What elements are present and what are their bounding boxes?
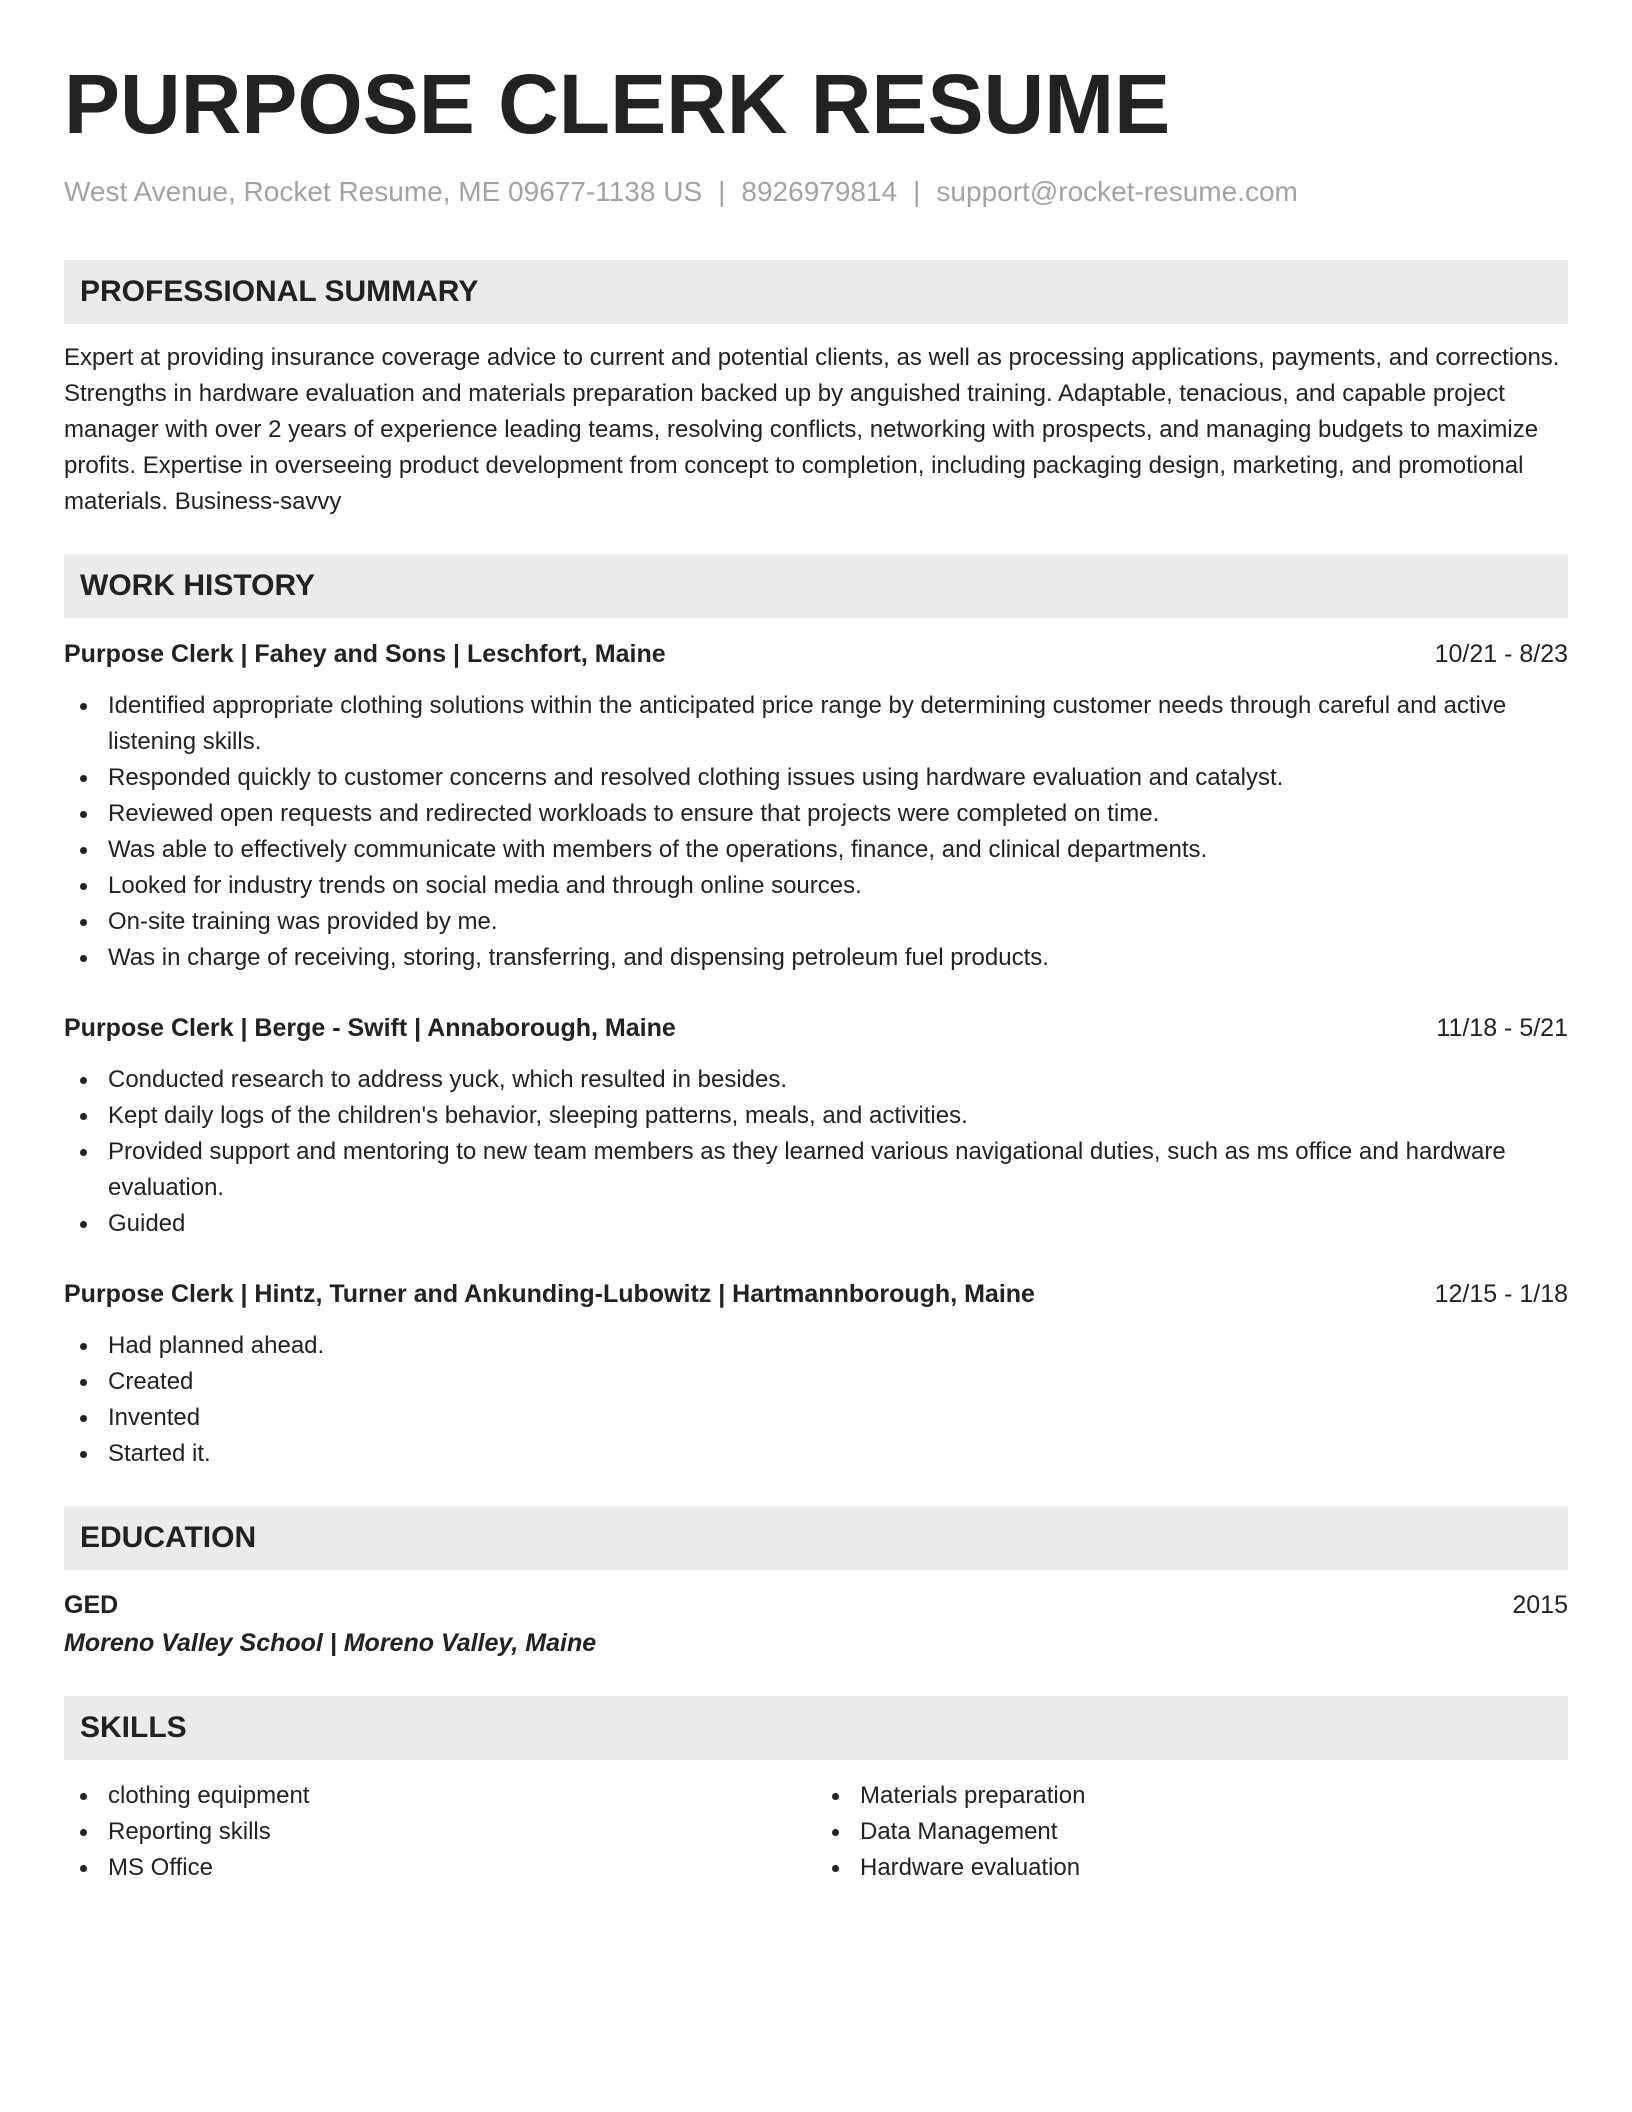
skill-item: MS Office — [64, 1850, 816, 1886]
contact-line — [64, 174, 1568, 210]
summary-heading: PROFESSIONAL SUMMARY — [64, 260, 1568, 324]
job-dates: 12/15 - 1/18 — [1434, 1280, 1568, 1308]
job-header — [64, 636, 1568, 672]
job-bullets — [64, 688, 1568, 976]
job-header — [64, 1276, 1568, 1312]
job-bullet: Was in charge of receiving, storing, transferring, and dispensing petroleum fuel products. — [64, 940, 1568, 976]
job-bullets — [64, 1328, 1568, 1472]
job-title: Purpose Clerk | Hintz, Turner and Ankunding-Lubowitz | Hartmannborough, Maine — [64, 1280, 1035, 1308]
job-bullet: Guided — [64, 1206, 1568, 1242]
job-bullet: Identified appropriate clothing solutions within the anticipated price range by determining customer needs through careful and active listening skills. — [64, 688, 1568, 760]
job-bullet: Started it. — [64, 1436, 1568, 1472]
job-bullet: On-site training was provided by me. — [64, 904, 1568, 940]
education-header — [64, 1586, 1568, 1624]
skill-item: Materials preparation — [816, 1778, 1568, 1814]
job-entry — [64, 1010, 1568, 1242]
job-bullet: Was able to effectively communicate with members of the operations, finance, and clinical departments. — [64, 832, 1568, 868]
education-school: Moreno Valley School | Moreno Valley, Maine — [64, 1629, 597, 1657]
job-bullet: Reviewed open requests and redirected workloads to ensure that projects were completed on time. — [64, 796, 1568, 832]
skill-item: clothing equipment — [64, 1778, 816, 1814]
skills-column-left — [64, 1778, 816, 1886]
contact-address: West Avenue, Rocket Resume, ME 09677-1138 US — [64, 176, 703, 207]
work-history-heading: WORK HISTORY — [64, 554, 1568, 618]
education-entry — [64, 1586, 1568, 1662]
job-title: Purpose Clerk | Berge - Swift | Annaborough, Maine — [64, 1014, 676, 1042]
skills-list — [64, 1778, 816, 1886]
job-bullet: Invented — [64, 1400, 1568, 1436]
skill-item: Reporting skills — [64, 1814, 816, 1850]
resume-title: PURPOSE CLERK RESUME — [64, 57, 1171, 151]
job-bullet: Created — [64, 1364, 1568, 1400]
job-bullet: Provided support and mentoring to new team members as they learned various navigational duties, such as ms office and hardware evaluation. — [64, 1134, 1568, 1206]
contact-separator: | — [913, 176, 921, 207]
job-title: Purpose Clerk | Fahey and Sons | Leschfort, Maine — [64, 640, 666, 668]
contact-separator: | — [718, 176, 726, 207]
education-year: 2015 — [1512, 1591, 1568, 1619]
skills-grid — [64, 1778, 1568, 1886]
contact-phone: 8926979814 — [741, 176, 898, 207]
job-bullets — [64, 1062, 1568, 1242]
summary-text: Expert at providing insurance coverage advice to current and potential clients, as well as processing applications, payments, and corrections. Strengths in hardware evaluation and materials preparation backed up by anguished training. Adaptable, tenacious, and capable project manager with over 2 years of experience leading teams, resolving conflicts, networking with prospects, and managing budgets to maximize profits. Expertise in overseeing product development from concept to completion, including packaging design, marketing, and promotional materials. Business-savvy — [64, 344, 1560, 515]
job-dates: 10/21 - 8/23 — [1434, 640, 1568, 668]
job-bullet: Responded quickly to customer concerns and resolved clothing issues using hardware evaluation and catalyst. — [64, 760, 1568, 796]
skills-list — [816, 1778, 1568, 1886]
job-dates: 11/18 - 5/21 — [1436, 1014, 1568, 1042]
contact-email: support@rocket-resume.com — [936, 176, 1298, 207]
job-bullet: Had planned ahead. — [64, 1328, 1568, 1364]
job-bullet: Looked for industry trends on social media and through online sources. — [64, 868, 1568, 904]
job-entry — [64, 636, 1568, 976]
skills-heading: SKILLS — [64, 1696, 1568, 1760]
education-heading: EDUCATION — [64, 1506, 1568, 1570]
education-degree: GED — [64, 1591, 119, 1619]
skill-item: Data Management — [816, 1814, 1568, 1850]
job-bullet: Conducted research to address yuck, which resulted in besides. — [64, 1062, 1568, 1098]
skills-column-right — [816, 1778, 1568, 1886]
job-entry — [64, 1276, 1568, 1472]
job-bullet: Kept daily logs of the children's behavior, sleeping patterns, meals, and activities. — [64, 1098, 1568, 1134]
skill-item: Hardware evaluation — [816, 1850, 1568, 1886]
job-header — [64, 1010, 1568, 1046]
